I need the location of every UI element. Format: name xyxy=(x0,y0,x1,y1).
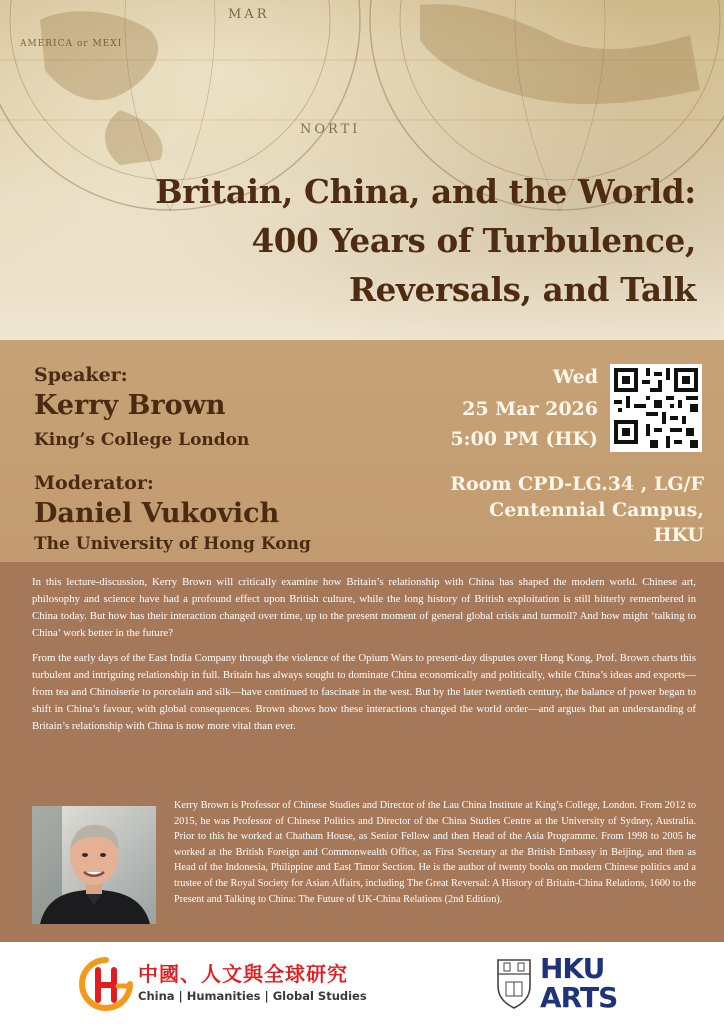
event-day: Wed xyxy=(552,366,598,388)
venue-room: Room CPD-LG.34 , LG/F xyxy=(450,473,704,495)
moderator-affiliation: The University of Hong Kong xyxy=(34,534,311,554)
map-label-left: AMERICA or MEXI xyxy=(20,39,123,49)
hku-crest-icon xyxy=(494,956,534,1010)
hku-logo-line-2: ARTS xyxy=(540,981,618,1014)
hku-logo-line-1: HKU xyxy=(540,952,605,985)
event-time: 5:00 PM (HK) xyxy=(450,428,598,450)
hero-banner xyxy=(0,0,724,340)
registration-qr-code[interactable] xyxy=(610,364,702,452)
event-title xyxy=(6,168,696,314)
venue-university: HKU xyxy=(653,524,704,547)
qr-pattern-icon xyxy=(610,364,702,452)
speaker-affiliation: King’s College London xyxy=(34,430,250,450)
description-paragraph-2: From the early days of the East India Company through the violence of the Opium Wars to present-day disputes over Hong Kong, Prof. Brown charts this turbulent and intriguing relationship in full. Britain has always sought to dominate China economically and politically, while China’s ideas and exports—from tea and Chinoiserie to porcelain and silk—have continued to fascinate in the west. But by the later twentieth century, the balance of power began to shift in China’s favour, with global consequences. Brown shows how these interactions changed the world order—and argues that an understanding of Britain’s relationship with China is now more vital than ever. xyxy=(32,652,696,732)
map-label-top: MAR xyxy=(228,7,270,22)
map-label-bottom: NORTI xyxy=(300,122,361,137)
moderator-label: Moderator: xyxy=(34,472,154,494)
event-description xyxy=(0,562,724,942)
description-paragraph-1: In this lecture-discussion, Kerry Brown will critically examine how Britain’s relationship with China has shaped the modern world. Chinese art, philosophy and science have had a profound effect upon British culture, while the long history of British exploitation is still bitterly remembered in China today. But how has their interaction changed over time, up to the present moment of general global crisis and turmoil? And how might ‘talking to China’ work better in the future? xyxy=(32,576,696,639)
speaker-name: Kerry Brown xyxy=(34,390,226,421)
speaker-photo xyxy=(32,806,156,924)
footer-logos xyxy=(0,942,724,1024)
title-line-2: 400 Years of Turbulence, xyxy=(251,220,696,260)
venue-campus: Centennial Campus, xyxy=(489,498,704,521)
title-line-1: Britain, China, and the World: xyxy=(155,172,696,211)
event-info-band xyxy=(0,340,724,562)
title-line-3: Reversals, and Talk xyxy=(348,269,696,309)
speaker-portrait-icon xyxy=(32,806,156,924)
chg-english-title: China | Humanities | Global Studies xyxy=(138,989,367,1003)
speaker-bio: Kerry Brown is Professor of Chinese Studies and Director of the Lau China Institute at King’s College, London. From 2012 to 2015, he was Professor of Chinese Politics and Director of the China Studies Centre at the University of Sydney, Australia. Prior to this he worked at Chatham House, as Senior Fellow and then Head of the Asia Programme. From 1998 to 2005 he worked at the British Foreign and Commonwealth Office, as First Secretary at the British Embassy in Beijing, and then as Head of the Indonesia, Philippine and East Timor Section. He is the author of twenty books on modern Chinese politics and a trustee of the Royal Society for Asian Affairs, including The Great Reversal: A History of Britain-China Relations, 1600 to the Present and Talking to China: The Future of UK-China Relations (2nd Edition). xyxy=(174,800,696,905)
chg-logo-icon xyxy=(78,956,134,1014)
event-venue xyxy=(450,472,704,549)
hku-arts-logo xyxy=(540,954,617,1012)
speaker-label: Speaker: xyxy=(34,364,128,386)
event-date: 25 Mar 2026 xyxy=(462,398,598,420)
chg-chinese-title: 中國、人文與全球研究 xyxy=(138,962,348,986)
moderator-name: Daniel Vukovich xyxy=(34,498,280,529)
